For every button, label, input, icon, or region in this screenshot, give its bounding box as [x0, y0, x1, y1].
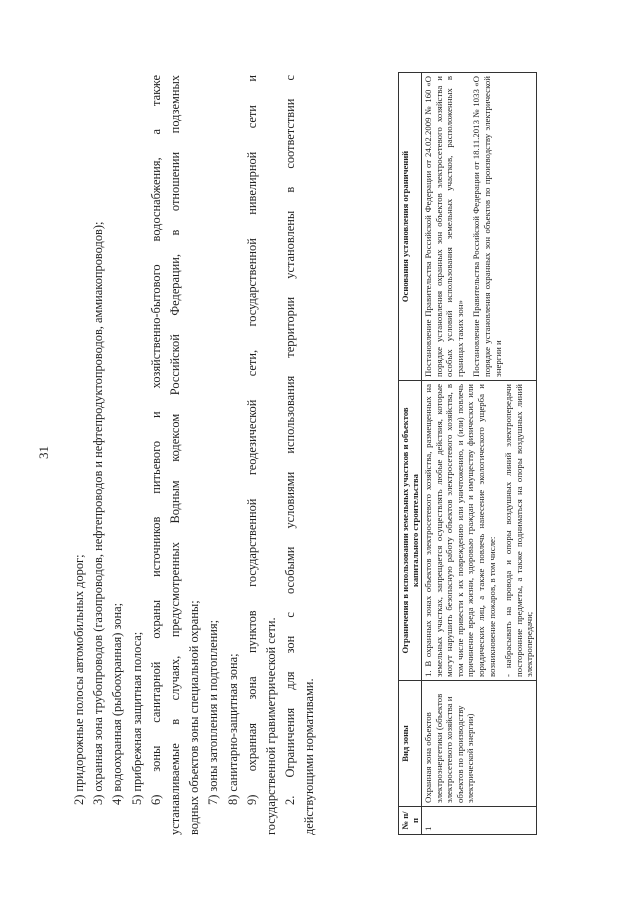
grounds-paragraph: Постановление Правительства Российской Федерации от 24.02.2009 № 160 «О порядке установления охранных зон объектов электросетевого хозяйства и особых условий использования земельных участков, расположенных в границах таких зон»	[423, 76, 465, 377]
text-line: 4) водоохранная (рыбоохранная) зона;	[110, 602, 125, 805]
cell-number: 1	[422, 807, 537, 835]
text-line: 5) прибрежная защитная полоса;	[129, 631, 144, 805]
restriction-paragraph: 1. В охранных зонах объектов электросетевого хозяйства, размещенных на земельных участках, запрещается осуществлять любые действия, которые могут нарушить безопасную работу объектов электросетевого хозяйства, в том числе привести к их повреждению или уничтожению, и (или) повлечь причинение вреда жизни, здоровью граждан и имуществу физических или юридических лиц, а также повлечь нанесение экологического ущерба и возникновение пожаров, в том числе:	[423, 384, 497, 677]
cell-grounds	[422, 73, 537, 381]
table-header-row	[399, 73, 422, 835]
grounds-paragraph: Постановление Правительства Российской Федерации от 18.11.2013 № 1033 «О порядке установления охранных зон объектов по производству электрической энергии и	[471, 76, 503, 377]
text-line: 7) зоны затопления и подтопления;	[206, 619, 221, 805]
text-line: водных объектов зоны специальной охраны;	[187, 600, 202, 835]
text-line: 6) зоны санитарной охраны источников питьевого и хозяйственно-бытового водоснабжения, а также	[148, 75, 163, 805]
header-zone-type: Вид зоны	[399, 681, 422, 807]
cell-zone-type: Охранная зона объектов электроэнергетики (объектов электросетевого хозяйства и объектов по производству электрической энергии)	[422, 681, 537, 807]
text-line: действующими нормативами.	[302, 678, 317, 835]
text-line: 8) санитарно-защитная зона;	[225, 653, 240, 805]
zone-list	[70, 75, 319, 835]
header-number: № п/п	[399, 807, 422, 835]
header-grounds: Основания установления ограничений	[399, 73, 422, 381]
restrictions-table	[398, 72, 537, 835]
text-line: 3) охранная зона трубопроводов (газопроводов, нефтепроводов и нефтепродуктопроводов, аммиакопроводов);	[91, 221, 106, 805]
text-line: 9) охранная зона пунктов государственной геодезической сети, государственной нивелирной сети и	[244, 75, 259, 805]
text-line: 2. Ограничения для зон с особыми условиями использования территории установлены в соответствии с	[283, 75, 298, 805]
cell-restrictions	[422, 381, 537, 681]
restriction-paragraph: - набрасывать на провода и опоры воздушных линий электропередачи посторонние предметы, а также подниматься на опоры воздушных линий электропередачи;	[503, 384, 535, 677]
text-line: государственной гравиметрической сети.	[263, 617, 278, 835]
page-number: 31	[36, 446, 51, 459]
table-row	[422, 73, 537, 835]
text-line: 2) придорожные полосы автомобильных дорог;	[72, 554, 86, 805]
header-restrictions: Ограничения в использовании земельных участков и объектов капитального строительства	[399, 381, 422, 681]
text-line: устанавливаемые в случаях, предусмотренных Водным кодексом Российской Федерации, в отношении подземных	[167, 75, 182, 835]
